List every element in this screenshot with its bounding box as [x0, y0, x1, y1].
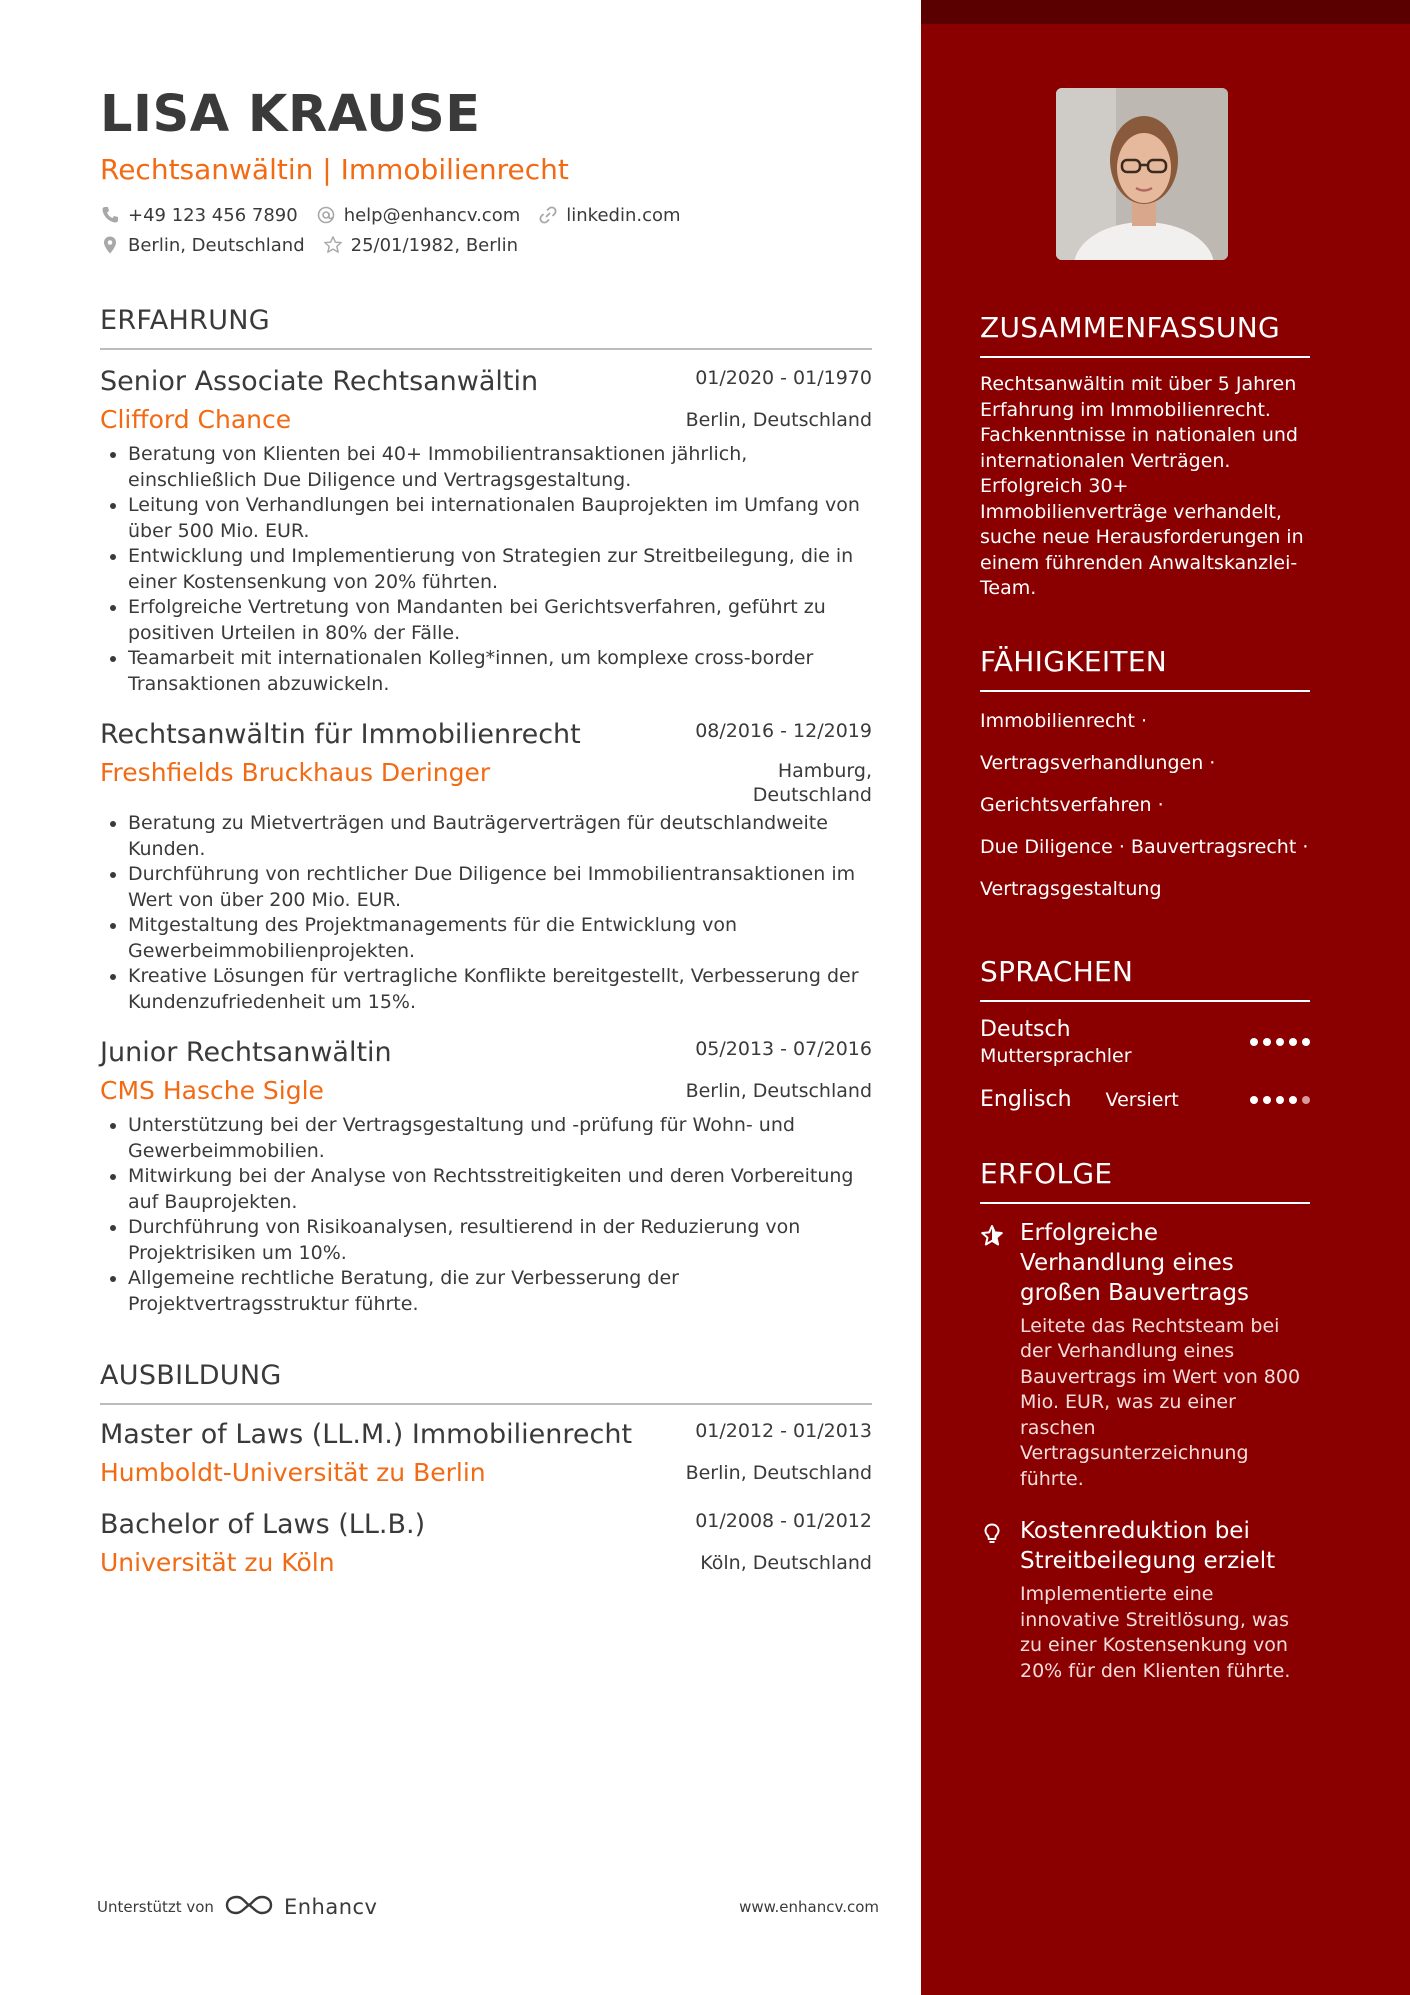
- summary-title: ZUSAMMENFASSUNG: [980, 310, 1310, 358]
- skills-title: FÄHIGKEITEN: [980, 644, 1310, 692]
- bullet-item: • Mitgestaltung des Projektmanagements für die Entwicklung von Gewerbeimmobilienprojekten.: [128, 913, 872, 964]
- school-name: Humboldt-Universität zu Berlin: [100, 1458, 486, 1487]
- languages-title: SPRACHEN: [980, 954, 1310, 1002]
- at-icon: [316, 205, 336, 225]
- job-date: 08/2016 - 12/2019: [695, 720, 872, 742]
- birth-text: 25/01/1982, Berlin: [350, 234, 519, 256]
- link-icon: [538, 205, 558, 225]
- job-location: Berlin, Deutschland: [685, 1080, 872, 1102]
- enhancv-logo-icon: [224, 1892, 274, 1922]
- achievement-title: Kostenreduktion bei Streitbeilegung erzielt: [1020, 1518, 1276, 1574]
- education-location: Berlin, Deutschland: [685, 1462, 872, 1484]
- company-name: Freshfields Bruckhaus Deringer: [100, 758, 491, 787]
- job-location: Berlin, Deutschland: [685, 409, 872, 431]
- email-text: help@enhancv.com: [343, 204, 521, 226]
- bullet-item: • Entwicklung und Implementierung von Strategien zur Streitbeilegung, die in einer Kostensenkung von 20% führten.: [128, 544, 872, 595]
- language-level: Versiert: [1105, 1088, 1179, 1111]
- skill-item: Due Diligence: [980, 835, 1113, 858]
- education-location: Köln, Deutschland: [700, 1552, 872, 1574]
- job-location-line: Deutschland: [752, 784, 872, 806]
- language-name: Deutsch: [980, 1016, 1071, 1042]
- location-text: Berlin, Deutschland: [128, 234, 305, 256]
- bullet-item: • Leitung von Verhandlungen bei internationalen Bauprojekten im Umfang von über 500 Mio. EUR.: [128, 493, 872, 544]
- achievement-item: [980, 1516, 1310, 1684]
- linkedin-contact[interactable]: [538, 205, 680, 226]
- bullet-item: • Kreative Lösungen für vertragliche Konflikte bereitgestellt, Verbesserung der Kundenzufriedenheit um 15%.: [128, 964, 872, 1015]
- rating-dot: [1276, 1096, 1284, 1104]
- skill-item: Gerichtsverfahren: [980, 793, 1152, 816]
- bullet-item: • Durchführung von Risikoanalysen, resultierend in der Reduzierung von Projektrisiken um 10%.: [128, 1215, 872, 1266]
- education-title: AUSBILDUNG: [100, 1359, 872, 1405]
- footer: [97, 1892, 879, 1922]
- main-column: [100, 82, 872, 1581]
- rating-dot: [1289, 1096, 1297, 1104]
- bullet-item: • Beratung von Klienten bei 40+ Immobilientransaktionen jährlich, einschließlich Due Diligence und Vertragsgestaltung.: [128, 442, 872, 493]
- sidebar: [980, 88, 1310, 1684]
- rating-dot: [1302, 1096, 1310, 1104]
- company-name: CMS Hasche Sigle: [100, 1076, 324, 1105]
- experience-entry: [100, 1035, 872, 1317]
- job-date: 01/2020 - 01/1970: [695, 367, 872, 389]
- brand-name: Enhancv: [283, 1895, 378, 1919]
- experience-entry: [100, 364, 872, 697]
- language-item: [980, 1086, 1310, 1114]
- skill-item: Bauvertragsrecht: [1130, 835, 1297, 858]
- bullet-item: • Teamarbeit mit internationalen Kolleg*innen, um komplexe cross-border Transaktionen abzuwickeln.: [128, 646, 872, 697]
- linkedin-text: linkedin.com: [566, 204, 681, 226]
- contact-info: [100, 200, 872, 260]
- lightbulb-icon: [980, 1516, 1006, 1684]
- rating-dot: [1250, 1096, 1258, 1104]
- experience-entry: [100, 717, 872, 1015]
- rating-dot: [1263, 1038, 1271, 1046]
- education-date: 01/2008 - 01/2012: [695, 1510, 872, 1532]
- education-section: [100, 1359, 872, 1581]
- skill-item: Vertragsverhandlungen: [980, 751, 1204, 774]
- job-bullets: [100, 1113, 872, 1317]
- achievement-title: Erfolgreiche Verhandlung eines großen Bauvertrags: [1020, 1219, 1249, 1306]
- phone-icon: [100, 205, 120, 225]
- achievements-section: [980, 1156, 1310, 1685]
- experience-section: [100, 304, 872, 1317]
- company-name: Clifford Chance: [100, 405, 292, 434]
- language-name: Englisch: [980, 1086, 1072, 1112]
- skills-section: [980, 644, 1310, 910]
- education-entry: [100, 1507, 872, 1581]
- language-level: Muttersprachler: [980, 1044, 1132, 1067]
- job-title: Rechtsanwältin für Immobilienrecht: [100, 719, 581, 750]
- footer-url[interactable]: www.enhancv.com: [739, 1898, 879, 1916]
- phone-contact: [100, 205, 298, 226]
- rating-dot: [1289, 1038, 1297, 1046]
- job-bullets: [100, 811, 872, 1015]
- achievement-desc: Implementierte eine innovative Streitlösung, was zu einer Kostensenkung von 20% für den Klienten führte.: [1020, 1583, 1291, 1682]
- sidebar-top-strip: [921, 0, 1410, 24]
- candidate-role: Rechtsanwältin | Immobilienrecht: [100, 153, 569, 186]
- experience-title: ERFAHRUNG: [100, 304, 872, 350]
- candidate-name: LISA KRAUSE: [100, 85, 481, 144]
- achievement-desc: Leitete das Rechtsteam bei der Verhandlung eines Bauvertrags im Wert von 800 Mio. EUR, was zu einer raschen Vertragsunterzeichnung führte.: [1020, 1314, 1301, 1490]
- languages-section: [980, 954, 1310, 1114]
- job-date: 05/2013 - 07/2016: [695, 1038, 872, 1060]
- skill-item: Immobilienrecht: [980, 709, 1135, 732]
- achievements-title: ERFOLGE: [980, 1156, 1310, 1204]
- job-location: [753, 755, 872, 807]
- job-title: Senior Associate Rechtsanwältin: [100, 366, 539, 397]
- location-contact: [100, 235, 305, 256]
- birth-contact: [323, 235, 518, 256]
- star-icon: [980, 1218, 1006, 1493]
- location-pin-icon: [100, 235, 120, 255]
- language-item: [980, 1016, 1310, 1068]
- summary-section: [980, 310, 1310, 602]
- degree-title: Master of Laws (LL.M.) Immobilienrecht: [100, 1419, 633, 1450]
- skills-list: Immobilienrecht · Vertragsverhandlungen · Gerichtsverfahren · Due Diligence · Bauvertragsrecht · Vertragsgestaltung: [980, 709, 1309, 900]
- job-bullets: [100, 442, 872, 697]
- education-entry: [100, 1417, 872, 1491]
- bullet-item: • Durchführung von rechtlicher Due Diligence bei Immobilientransaktionen im Wert von über 200 Mio. EUR.: [128, 862, 872, 913]
- email-contact[interactable]: [316, 205, 521, 226]
- rating-dot: [1302, 1038, 1310, 1046]
- school-name: Universität zu Köln: [100, 1548, 335, 1577]
- job-location-line: Hamburg,: [777, 760, 872, 782]
- bullet-item: • Allgemeine rechtliche Beratung, die zur Verbesserung der Projektvertragsstruktur führte.: [128, 1266, 872, 1317]
- profile-photo: [1056, 88, 1228, 260]
- summary-text: Rechtsanwältin mit über 5 Jahren Erfahrung im Immobilienrecht. Fachkenntnisse in nationalen und internationalen Verträgen. Erfolgreich 30+ Immobilienverträge verhandelt, suche neue Herausforderungen in einem führenden Anwaltskanzlei-Team.: [980, 373, 1304, 599]
- education-date: 01/2012 - 01/2013: [695, 1420, 872, 1442]
- language-rating: [1250, 1096, 1310, 1104]
- rating-dot: [1250, 1038, 1258, 1046]
- bullet-item: • Erfolgreiche Vertretung von Mandanten bei Gerichtsverfahren, geführt zu positiven Urteilen in 80% der Fälle.: [128, 595, 872, 646]
- phone-text: +49 123 456 7890: [128, 204, 298, 226]
- bullet-item: • Beratung zu Mietverträgen und Bauträgerverträgen für deutschlandweite Kunden.: [128, 811, 872, 862]
- degree-title: Bachelor of Laws (LL.B.): [100, 1509, 426, 1540]
- bullet-item: • Unterstützung bei der Vertragsgestaltung und -prüfung für Wohn- und Gewerbeimmobilien.: [128, 1113, 872, 1164]
- rating-dot: [1263, 1096, 1271, 1104]
- skill-item: Vertragsgestaltung: [980, 877, 1162, 900]
- language-rating: [1250, 1038, 1310, 1046]
- powered-by-text: Unterstützt von: [97, 1898, 214, 1916]
- rating-dot: [1276, 1038, 1284, 1046]
- bullet-item: • Mitwirkung bei der Analyse von Rechtsstreitigkeiten und deren Vorbereitung auf Bauprojekten.: [128, 1164, 872, 1215]
- achievement-item: [980, 1218, 1310, 1493]
- star-outline-icon: [323, 235, 343, 255]
- job-title: Junior Rechtsanwältin: [100, 1037, 392, 1068]
